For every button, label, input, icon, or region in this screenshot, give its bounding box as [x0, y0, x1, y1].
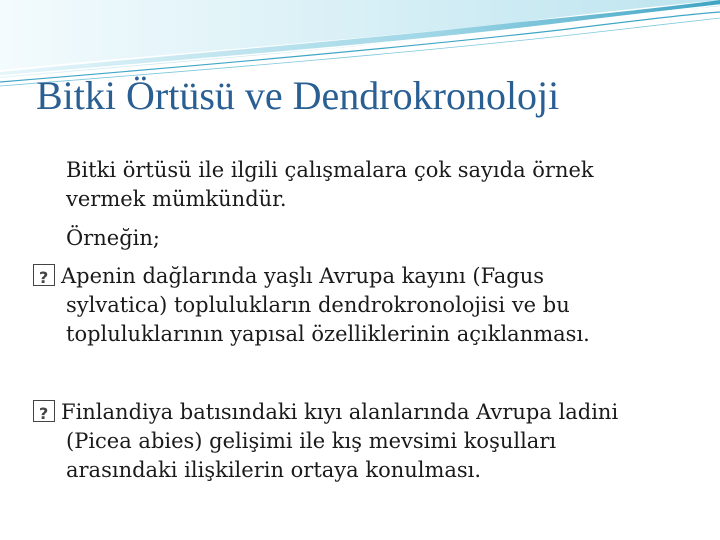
bullet-2-line-3: arasındaki ilişkilerin ortaya konulması. [66, 458, 482, 482]
bullet-item-2 [33, 398, 683, 485]
bullet-2-first-line [33, 398, 683, 427]
intro-line-1: Bitki örtüsü ile ilgili çalışmalara çok sayıda örnek [66, 158, 594, 182]
bullet-1-line-3: topluluklarının yapısal özelliklerinin açıklanması. [66, 322, 590, 346]
bullet-2-line-2: (Picea abies) gelişimi ile kış mevsimi koşulları [66, 429, 557, 453]
example-label: Örneğin; [66, 226, 160, 250]
bullet-1-first-line [33, 262, 683, 291]
bullet-item-1 [33, 262, 683, 349]
missing-glyph-bullet-icon [33, 400, 55, 422]
slide-title: Bitki Örtüsü ve Dendrokronoloji [36, 73, 560, 118]
bullet-2-line-1: Finlandiya batısındaki kıyı alanlarında Avrupa ladini [61, 400, 619, 424]
bullet-1-line-2: sylvatica) toplulukların dendrokronolojisi ve bu [66, 293, 570, 317]
missing-glyph-bullet-icon [33, 264, 55, 286]
intro-line-2: vermek mümkündür. [66, 187, 287, 211]
bullet-1-line-1: Apenin dağlarında yaşlı Avrupa kayını (Fagus [61, 264, 545, 288]
